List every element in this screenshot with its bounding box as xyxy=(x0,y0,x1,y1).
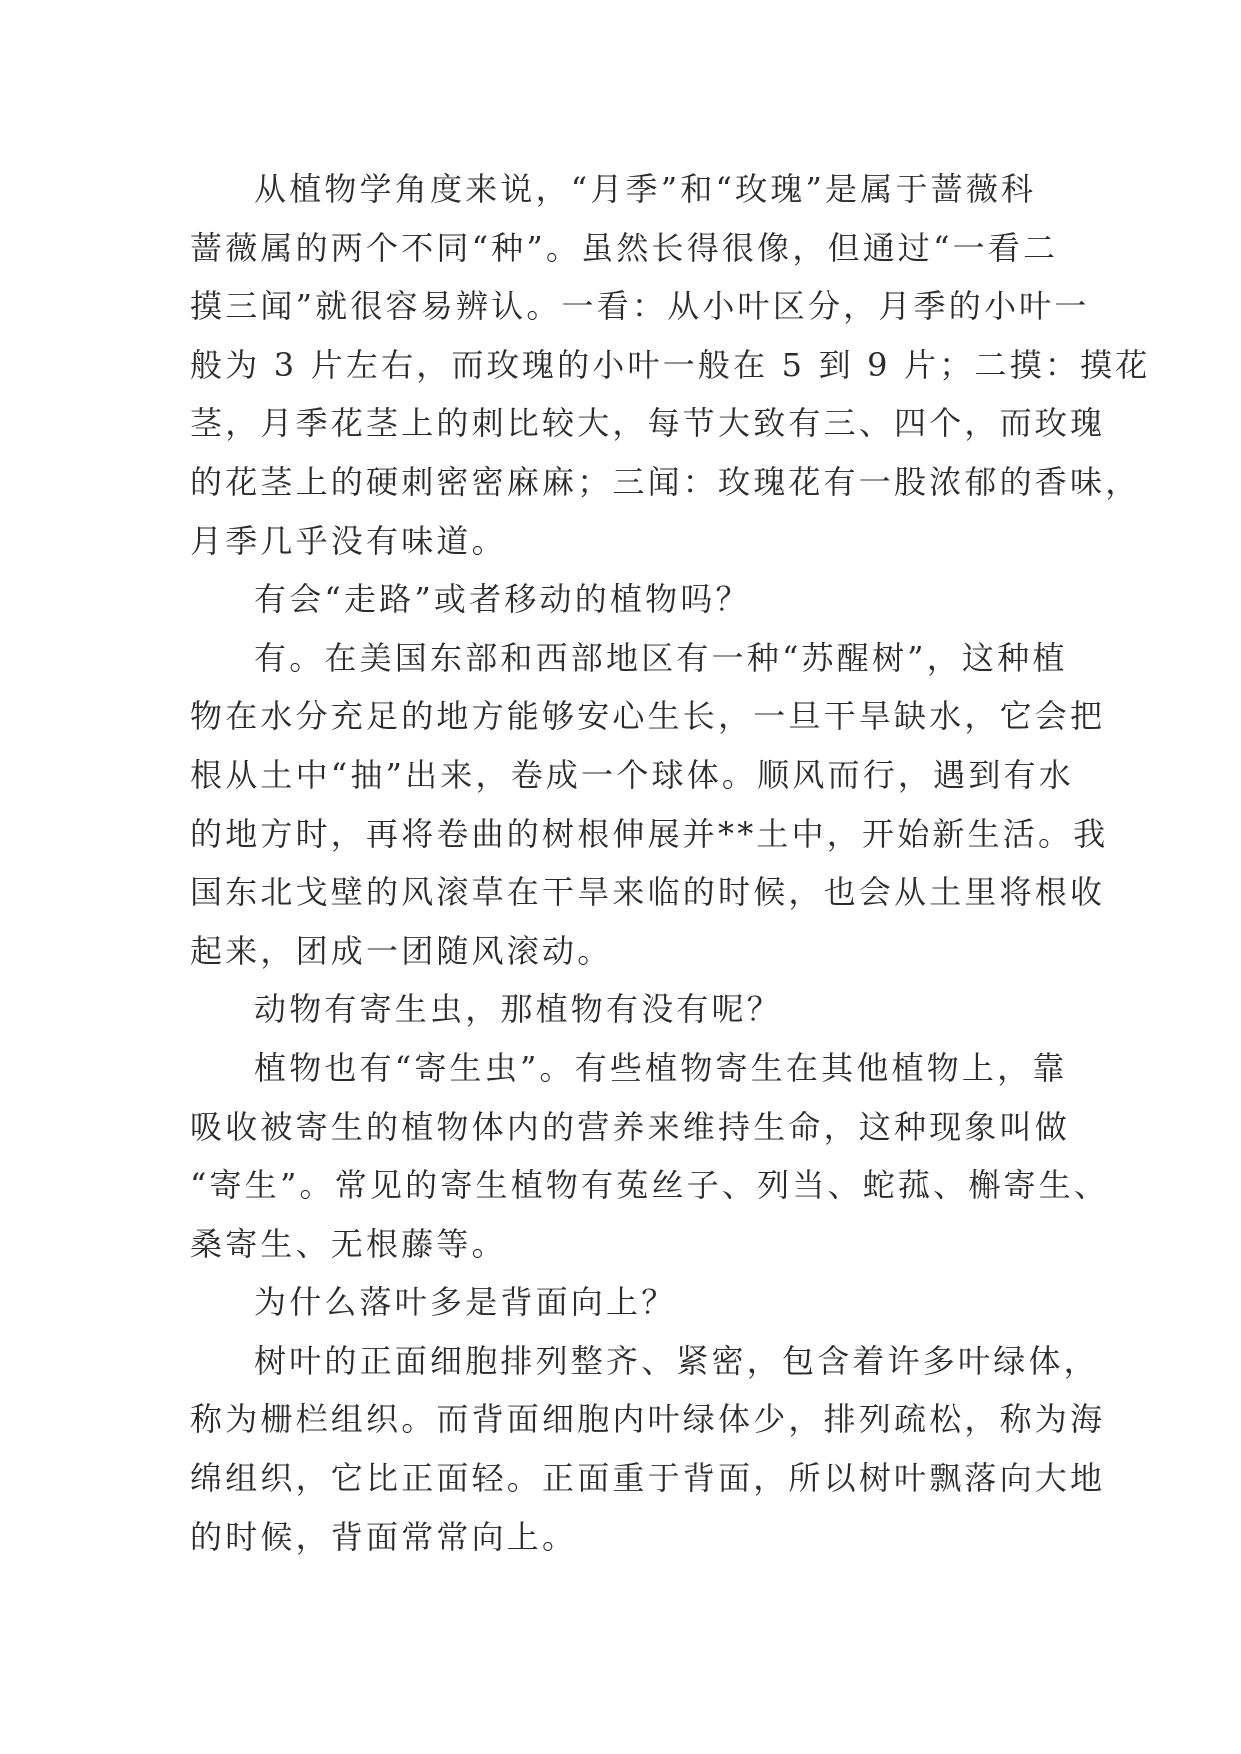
document-body xyxy=(190,160,1151,1566)
text-line: 月季几乎没有味道。 xyxy=(190,521,507,560)
text-line: 蔷薇属的两个不同“种”。虽然长得很像，但通过“一看二 xyxy=(190,228,1059,267)
text-line: 般为 3 片左右，而玫瑰的小叶一般在 5 到 9 片；二摸：摸花 xyxy=(190,345,1151,384)
text-line: 树叶的正面细胞排列整齐、紧密，包含着许多叶绿体， xyxy=(254,1341,1099,1380)
text-line: 的花茎上的硬刺密密麻麻；三闻：玫瑰花有一股浓郁的香味， xyxy=(190,462,1141,501)
text-line: 茎，月季花茎上的刺比较大，每节大致有三、四个，而玫瑰 xyxy=(190,404,1106,443)
text-line: 有。在美国东部和西部地区有一种“苏醒树”，这种植 xyxy=(254,638,1068,677)
text-line: 物在水分充足的地方能够安心生长，一旦干旱缺水，它会把 xyxy=(190,697,1106,736)
text-line: 的地方时，再将卷曲的树根伸展并**土中，开始新生活。我 xyxy=(190,814,1109,853)
text-line: 根从土中“抽”出来，卷成一个球体。顺风而行，遇到有水 xyxy=(190,755,1074,794)
text-line: 绵组织，它比正面轻。正面重于背面，所以树叶飘落向大地 xyxy=(190,1459,1106,1498)
text-line: 有会“走路”或者移动的植物吗？ xyxy=(254,580,751,619)
text-line: “寄生”。常见的寄生植物有菟丝子、列当、蛇菰、槲寄生、 xyxy=(190,1166,1110,1205)
text-line: 称为栅栏组织。而背面细胞内叶绿体少，排列疏松，称为海 xyxy=(190,1400,1106,1439)
text-line: 植物也有“寄生虫”。有些植物寄生在其他植物上，靠 xyxy=(254,1048,1068,1087)
text-line: 起来，团成一团随风滚动。 xyxy=(190,931,613,970)
text-line: 的时候，背面常常向上。 xyxy=(190,1517,578,1556)
text-line: 吸收被寄生的植物体内的营养来维持生命，这种现象叫做 xyxy=(190,1107,1071,1146)
text-line: 摸三闻”就很容易辨认。一看：从小叶区分，月季的小叶一 xyxy=(190,287,1090,326)
text-line: 桑寄生、无根藤等。 xyxy=(190,1224,507,1263)
text-line: 国东北戈壁的风滚草在干旱来临的时候，也会从土里将根收 xyxy=(190,873,1106,912)
text-line: 为什么落叶多是背面向上？ xyxy=(254,1283,677,1322)
text-line: 从植物学角度来说，“月季”和“玫瑰”是属于蔷薇科 xyxy=(254,170,1037,208)
text-line: 动物有寄生虫，那植物有没有呢？ xyxy=(254,990,783,1029)
